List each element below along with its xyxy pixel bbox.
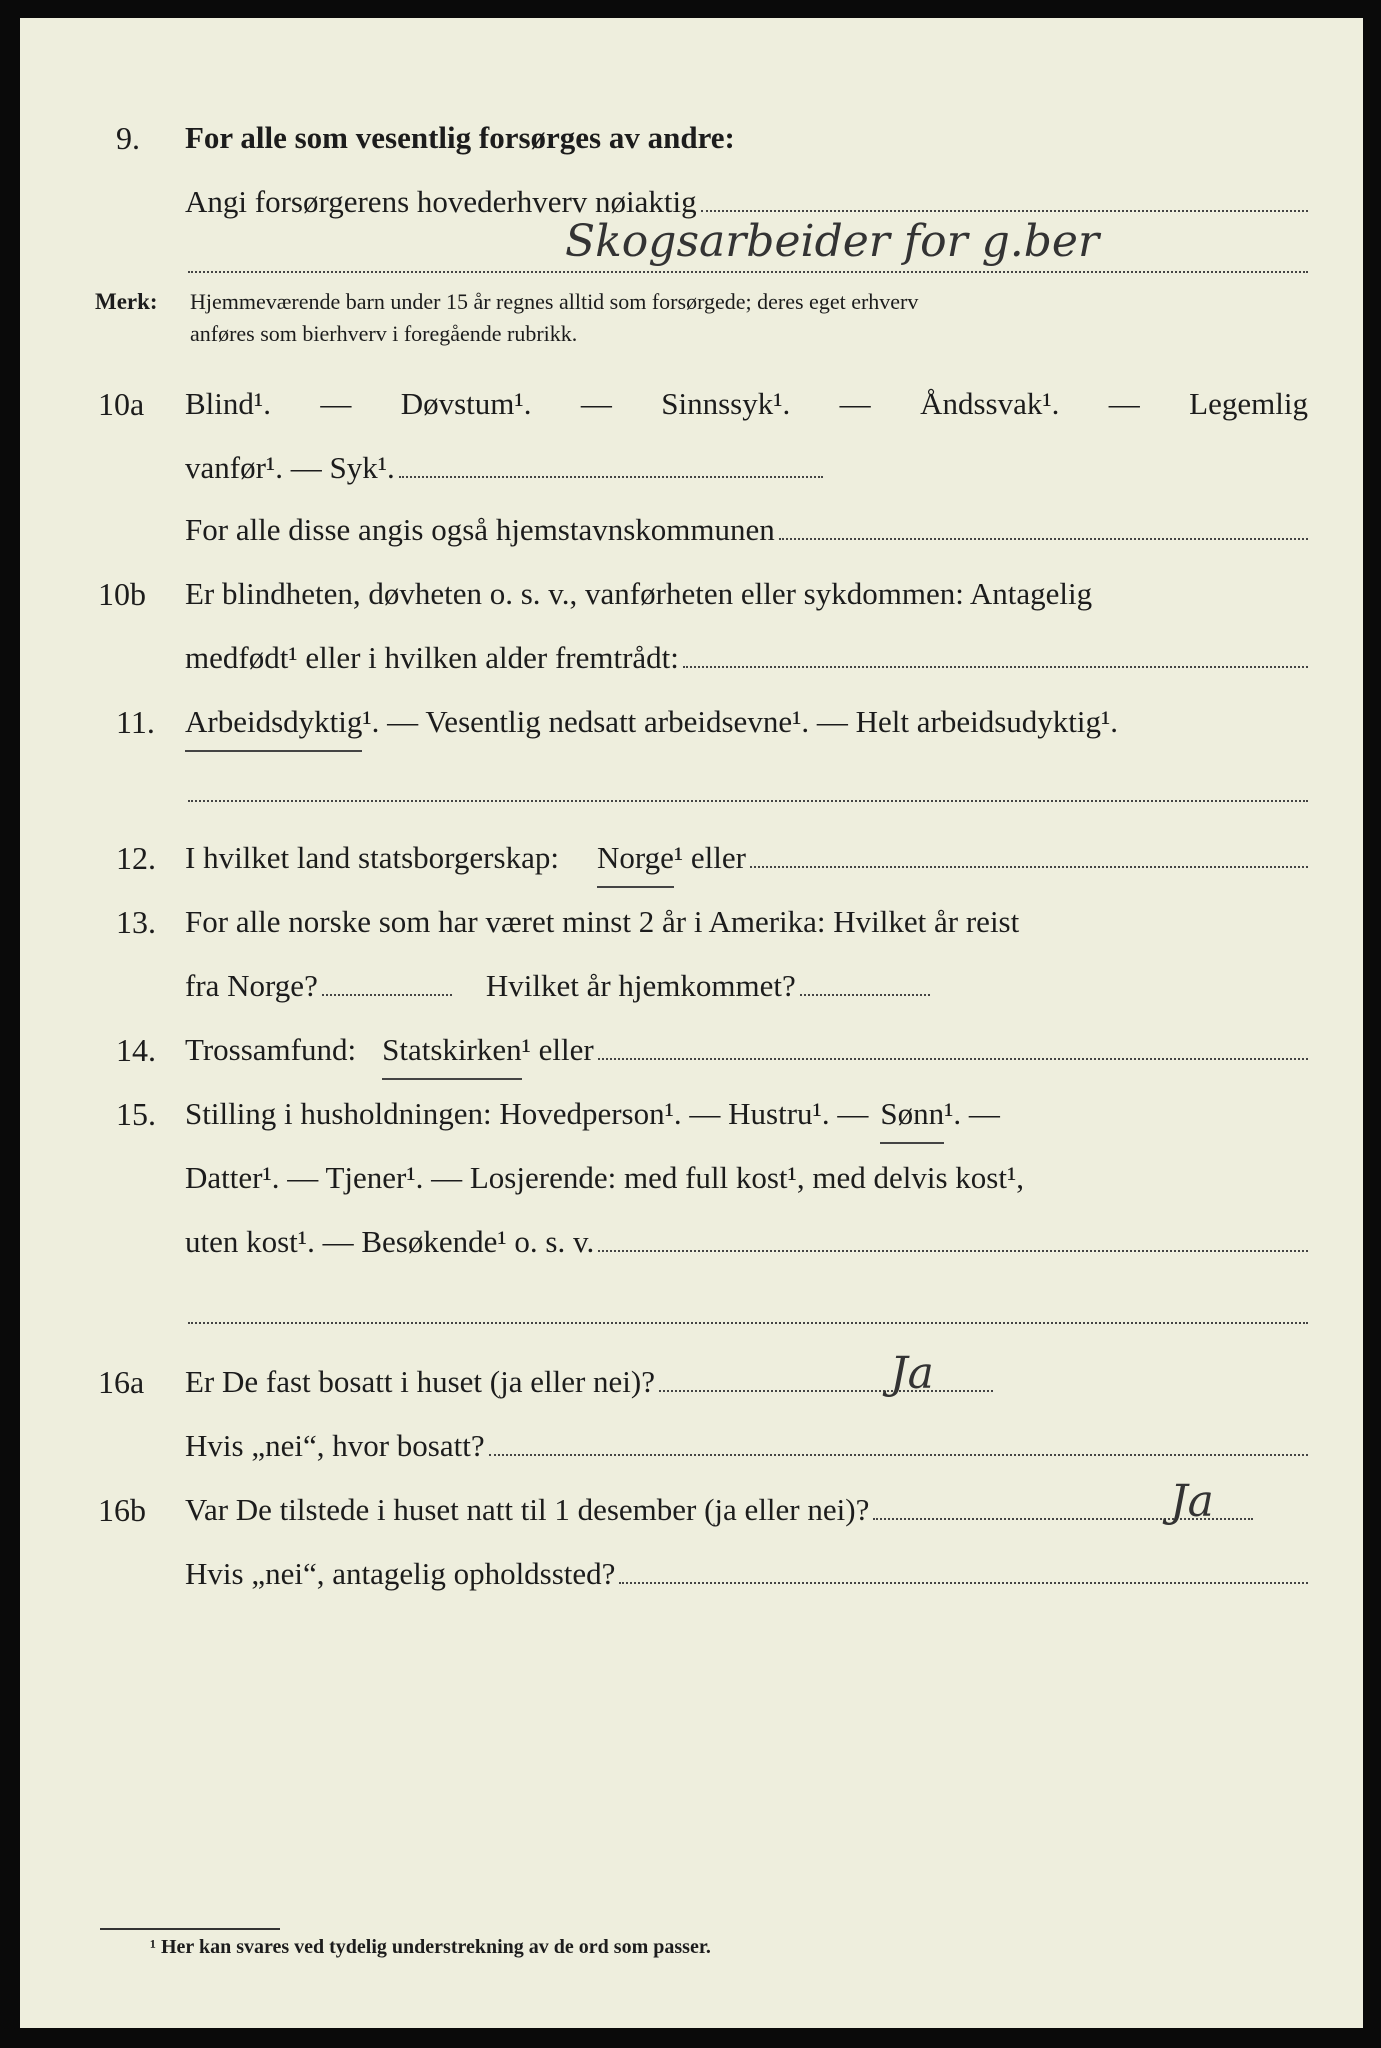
q13-line-1: For alle norske som har været minst 2 år i Amerika: Hvilket år reist: [185, 904, 1020, 939]
q10a-dash: —: [320, 386, 352, 421]
merk-line-2: anføres som bierhverv i foregående rubrikk.: [190, 321, 578, 346]
q13-row-1: [20, 894, 1363, 950]
census-form-page: [20, 18, 1363, 2028]
q10a-opt-legemlig[interactable]: Legemlig: [1189, 386, 1308, 421]
q12-answer-line[interactable]: [750, 866, 1308, 868]
q12-row: [20, 830, 1363, 886]
q15-row-1: [20, 1086, 1363, 1142]
q10a-line-3: For alle disse angis også hjemstavnskommunen: [185, 512, 775, 547]
q16b-line-2: Hvis „nei“, antagelig opholdssted?: [185, 1556, 616, 1591]
q9-heading-row: [20, 110, 1363, 166]
q10b-row-2: [20, 630, 1363, 686]
q10a-dash: —: [839, 386, 871, 421]
q14-after: ¹ eller: [521, 1032, 594, 1067]
q16b-row-1: [20, 1482, 1363, 1538]
q13-reist-label: fra Norge?: [185, 968, 318, 1003]
q10a-number: 10a: [98, 386, 145, 422]
q11-answer-line[interactable]: [188, 800, 1308, 802]
q9-number: 9.: [116, 120, 140, 156]
merk-label: Merk:: [95, 289, 158, 314]
q13-row-2: [20, 958, 1363, 1014]
q12-number: 12.: [116, 840, 156, 876]
q10a-opt-dovstum[interactable]: Døvstum¹.: [400, 386, 532, 421]
q16b-opholdssted-line[interactable]: [619, 1582, 1308, 1584]
q10b-row-1: [20, 566, 1363, 622]
q9-answer-line[interactable]: [701, 210, 1308, 212]
q11-rest: ¹. — Vesentlig nedsatt arbeidsevne¹. — Helt arbeidsudyktig¹.: [362, 704, 1119, 739]
q14-opt-statskirken[interactable]: Statskirken: [382, 1022, 522, 1080]
q16a-bosatt-line[interactable]: [489, 1454, 1308, 1456]
q10a-dash: —: [1108, 386, 1140, 421]
q16a-row-2: [20, 1418, 1363, 1474]
q10a-opt-andssvak[interactable]: Åndssvak¹.: [920, 386, 1060, 421]
q16a-line-2: Hvis „nei“, hvor bosatt?: [185, 1428, 485, 1463]
q15-line-1-pre: Stilling i husholdningen: Hovedperson¹. — Hustru¹. —: [185, 1096, 869, 1131]
q10a-row-1: [20, 376, 1363, 432]
q15-line-2: Datter¹. — Tjener¹. — Losjerende: med full kost¹, med delvis kost¹,: [185, 1160, 1024, 1195]
q15-line-3: uten kost¹. — Besøkende¹ o. s. v.: [185, 1224, 595, 1259]
q15-line-1-post: ¹. —: [944, 1096, 1000, 1131]
q13-reist-line[interactable]: [322, 994, 452, 996]
q15-number: 15.: [116, 1096, 156, 1132]
q11-opt-arbeidsdyktig[interactable]: Arbeidsdyktig: [185, 694, 362, 752]
q13-hjemkommet-line[interactable]: [800, 994, 930, 996]
footnote-rule: [100, 1928, 280, 1930]
q13-number: 13.: [116, 904, 156, 940]
q10a-opt-blind[interactable]: Blind¹.: [185, 386, 271, 421]
q16a-handwritten-answer: Ja: [890, 1348, 934, 1399]
q14-number: 14.: [116, 1032, 156, 1068]
q15-row-3: [20, 1214, 1363, 1270]
q12-after: ¹ eller: [673, 840, 746, 875]
q11-row: [20, 694, 1363, 750]
q15-answer-line-2[interactable]: [188, 1322, 1308, 1324]
q10b-answer-line[interactable]: [683, 666, 1308, 668]
q15-answer-line[interactable]: [598, 1250, 1308, 1252]
q14-row: [20, 1022, 1363, 1078]
q16b-row-2: [20, 1546, 1363, 1602]
q16a-line-1: Er De fast bosatt i huset (ja eller nei)?: [185, 1364, 655, 1399]
q11-number: 11.: [116, 704, 155, 740]
q10a-syk-line[interactable]: [399, 476, 823, 478]
q9-answer-line-2[interactable]: [188, 271, 1308, 273]
q9-handwritten-answer: Skogsarbeider for g.ber: [565, 216, 1099, 267]
q14-answer-line[interactable]: [598, 1058, 1308, 1060]
q9-prompt: Angi forsørgerens hovederhverv nøiaktig: [185, 184, 697, 219]
q10b-number: 10b: [98, 576, 146, 612]
q12-opt-norge[interactable]: Norge: [597, 830, 674, 888]
q16b-line-1: Var De tilstede i huset natt til 1 desember (ja eller nei)?: [185, 1492, 870, 1527]
q10a-line-2: vanfør¹. — Syk¹.: [185, 450, 395, 485]
q15-opt-sonn[interactable]: Sønn: [880, 1086, 944, 1144]
q10a-dash: —: [580, 386, 612, 421]
q13-hjemkommet-label: Hvilket år hjemkommet?: [485, 968, 796, 1003]
q9-heading: For alle som vesentlig forsørges av andre:: [185, 120, 735, 155]
q10a-options: [185, 376, 1308, 432]
q10b-line-1: Er blindheten, døvheten o. s. v., vanførheten eller sykdommen: Antagelig: [185, 576, 1093, 611]
q15-row-2: [20, 1150, 1363, 1206]
q14-text: Trossamfund:: [185, 1032, 357, 1067]
merk-line-1: Hjemmeværende barn under 15 år regnes alltid som forsørgede; deres eget erhverv: [190, 289, 919, 314]
q12-text: I hvilket land statsborgerskap:: [185, 840, 559, 875]
q10b-line-2: medfødt¹ eller i hvilken alder fremtrådt:: [185, 640, 679, 675]
q16a-number: 16a: [98, 1364, 145, 1400]
q16a-answer-line[interactable]: [659, 1390, 993, 1392]
q10a-kommune-line[interactable]: [779, 538, 1308, 540]
q16b-handwritten-answer: Ja: [1170, 1476, 1214, 1527]
footnote: ¹ Her kan svares ved tydelig understrekning av de ord som passer.: [150, 1936, 711, 1958]
q10a-row-3: [20, 502, 1363, 558]
q16a-row-1: [20, 1354, 1363, 1410]
q10a-opt-sinnssyk[interactable]: Sinnssyk¹.: [661, 386, 791, 421]
q10a-row-2: [20, 440, 1363, 496]
q16b-number: 16b: [98, 1492, 146, 1528]
